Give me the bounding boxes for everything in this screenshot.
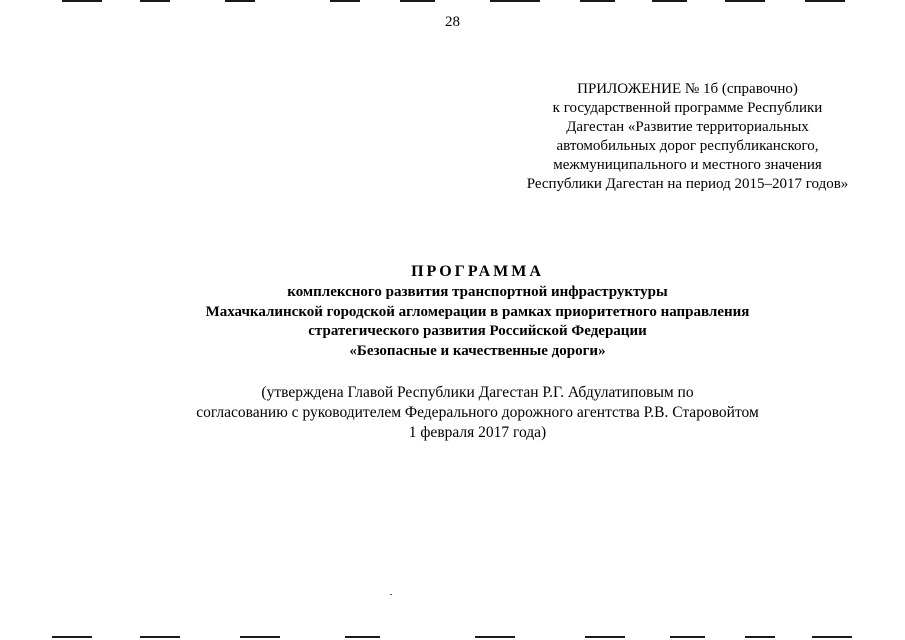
program-subtitle-line: комплексного развития транспортной инфраструктуры — [287, 284, 668, 300]
scan-edge-line — [400, 0, 435, 2]
appendix-note — [505, 80, 870, 194]
scan-edge-line — [140, 0, 170, 2]
scan-edge-line — [52, 636, 92, 638]
scan-edge-line — [345, 636, 380, 638]
approval-note — [0, 383, 905, 443]
appendix-line: автомобильных дорог республиканского, — [556, 138, 819, 154]
program-subtitle-line: Махачкалинской городской агломерации в рамках приоритетного направления — [205, 303, 750, 320]
approval-line: согласованию с руководителем Федерального дорожного агентства Р.В. Старовойтом — [196, 404, 759, 421]
scan-edge-line — [745, 636, 775, 638]
scan-edge-line — [475, 636, 515, 638]
scan-edge-line — [670, 636, 705, 638]
program-subtitle-line: «Безопасные и качественные дороги» — [349, 342, 606, 359]
scan-edge-line — [812, 636, 852, 638]
program-title: ПРОГРАММА — [411, 263, 544, 280]
scan-edge-line — [240, 636, 280, 638]
scan-edge-line — [140, 636, 180, 638]
appendix-line: Республики Дагестан на период 2015–2017 годов» — [526, 176, 849, 192]
scan-edge-line — [652, 0, 687, 2]
page-number: 28 — [445, 14, 460, 30]
approval-line: (утверждена Главой Республики Дагестан Р.Г. Абдулатиповым по — [261, 384, 694, 401]
scan-speck — [390, 594, 392, 595]
scan-edge-line — [330, 0, 360, 2]
scan-edge-line — [725, 0, 765, 2]
program-subtitle — [0, 283, 905, 361]
scan-edge-line — [580, 0, 615, 2]
scan-edge-line — [62, 0, 102, 2]
appendix-line: межмуниципального и местного значения — [553, 157, 822, 173]
appendix-line: ПРИЛОЖЕНИЕ № 1б (справочно) — [577, 81, 798, 97]
scan-edge-line — [585, 636, 625, 638]
program-subtitle-line: стратегического развития Российской Федерации — [308, 323, 647, 339]
approval-line: 1 февраля 2017 года) — [408, 424, 547, 441]
scan-edge-line — [805, 0, 845, 2]
appendix-line: к государственной программе Республики — [552, 100, 823, 116]
scan-edge-line — [490, 0, 540, 2]
scan-edge-line — [225, 0, 255, 2]
appendix-line: Дагестан «Развитие территориальных — [566, 119, 809, 135]
